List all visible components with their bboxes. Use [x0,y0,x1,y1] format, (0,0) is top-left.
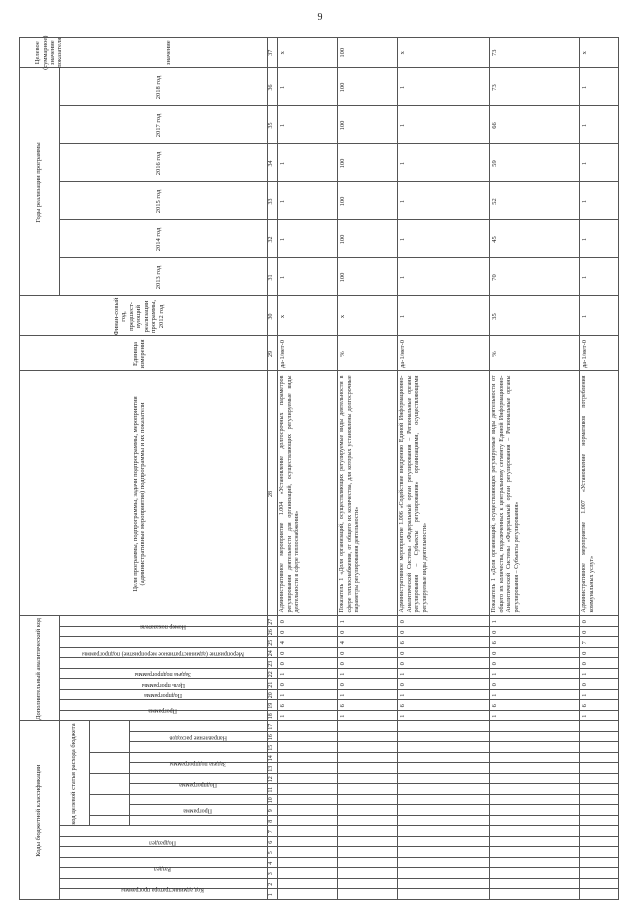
code-digit: 1 [279,714,286,718]
code-digit: 0 [491,683,498,687]
header-dop-programma: Программа [148,708,178,714]
header-kcsr-zadacha: Задача подпрограммы [169,760,227,767]
header-y2017: 2017 год [155,113,163,138]
code-digit: 0 [279,662,286,666]
column-number: 5 [268,851,274,855]
row-value-2012: х [279,314,286,319]
column-number: 19 [268,702,274,709]
code-digit: 0 [399,620,406,624]
header-name: Цели программы, подпрограммы, задачи подпрограммы, мероприятия (административные мероприятия) подпрограммы и их показатели [131,396,146,592]
code-digit: 1 [279,672,286,676]
code-digit: 0 [491,662,498,666]
column-number: 35 [268,122,274,129]
row-total: х [279,51,286,55]
code-digit: 0 [581,651,588,655]
code-digit: 0 [491,651,498,655]
code-digit: 0 [279,630,286,634]
column-number: 36 [268,84,274,91]
header-razdel: Раздел [154,865,172,872]
row-value-2017: 1 [581,123,588,128]
grid-line [337,37,338,900]
code-digit: 6 [581,704,588,708]
column-number: 21 [268,681,274,688]
code-digit: 4 [279,641,286,645]
rotated-landscape-page [14,30,626,905]
grid-line [397,37,398,900]
row-value-2016: 100 [339,158,346,169]
column-number: 18 [268,713,274,720]
row-value-2018: 100 [339,82,346,93]
header-fin-year: Финан-совый год, предшест-вующий реализации программы, 2012 год [112,297,165,336]
code-digit: 1 [581,672,588,676]
code-digit: 0 [399,630,406,634]
header-total-value: значение [165,40,173,66]
header-years-group: Годы реализации программы [35,142,43,223]
row-value-2015: 1 [279,199,286,204]
column-number: 20 [268,692,274,699]
header-y2016: 2016 год [155,151,163,176]
row-value-2015: 1 [399,199,406,204]
row-value-2013: 1 [581,275,588,280]
column-number: 11 [268,786,274,793]
code-digit: 1 [399,714,406,718]
column-number: 27 [268,618,274,625]
row-value-2014: 100 [339,234,346,245]
column-number: 30 [268,313,274,320]
header-dop-code: Дополнительный аналитический код [35,618,43,720]
row-value-2012: х [339,314,346,319]
row-value-2016: 1 [279,161,286,166]
column-number: 22 [268,671,274,678]
code-digit: 0 [581,630,588,634]
column-number: 16 [268,734,274,741]
row-unit: % [491,351,498,357]
code-digit: 0 [581,662,588,666]
code-digit: 0 [339,630,346,634]
column-number: 10 [268,797,274,804]
code-digit: 1 [491,672,498,676]
column-number: 1 [268,893,274,897]
header-dop-cel: Цель программы [141,681,185,688]
code-digit: 6 [279,704,286,708]
column-number: 6 [268,840,274,844]
column-number: 25 [268,639,274,646]
header-kbk: Коды бюджетной классификации [35,764,43,857]
column-number: 28 [268,491,274,497]
code-digit: 1 [581,693,588,697]
header-y2013: 2013 год [155,265,163,290]
code-digit: 6 [399,704,406,708]
row-value-2017: 100 [339,120,346,131]
column-number: 33 [268,198,274,205]
code-digit: 0 [491,630,498,634]
header-unit: Единица измерения [131,339,146,369]
column-number: 37 [268,49,274,56]
grid-line [489,37,490,900]
row-value-2014: 1 [279,237,286,242]
column-number: 24 [268,650,274,657]
code-digit: 6 [399,641,406,645]
row-name: Административное мероприятие 1.006 «Содействие внедрению Единой Информационно-Аналитической Системы «Федеральный орган регулирования – Региональные органы регулирования – Субъекты регулирования» организациями, осуществляющими регулируемые виды деятельности» [399,375,428,613]
row-value-2016: 1 [581,161,588,166]
header-dop-zadacha: Задача подпрограммы [134,671,192,678]
header-kcsr: код целевой статьи расхода бюджета [70,723,78,825]
row-value-2012: 35 [491,313,498,320]
row-total: х [581,51,588,55]
code-digit: 0 [399,662,406,666]
code-digit: 4 [339,641,346,645]
header-y2015: 2015 год [155,189,163,214]
grid-line [579,37,580,900]
row-value-2017: 1 [399,123,406,128]
header-y2018: 2018 год [155,75,163,100]
column-number: 34 [268,160,274,167]
code-digit: 0 [279,651,286,655]
row-unit: да-1/нет-0 [581,339,588,369]
code-digit: 1 [491,620,498,624]
row-value-2012: 1 [399,314,406,319]
header-total-group: Целевое (суммарное) значение показателя [34,35,64,70]
column-number: 23 [268,660,274,667]
row-value-2018: 1 [399,85,406,90]
code-digit: 1 [339,672,346,676]
code-digit: 0 [339,651,346,655]
row-value-2015: 52 [491,198,498,205]
code-digit: 1 [491,693,498,697]
row-value-2013: 70 [491,274,498,281]
row-unit: да-1/нет-0 [399,339,406,369]
code-digit: 0 [339,662,346,666]
column-number: 8 [268,819,274,823]
row-value-2017: 1 [279,123,286,128]
row-unit: да-1/нет-0 [279,339,286,369]
code-digit: 1 [339,620,346,624]
code-digit: 0 [399,683,406,687]
column-number: 12 [268,776,274,783]
column-number: 3 [268,872,274,876]
row-total: 100 [339,47,346,58]
column-number: 31 [268,274,274,281]
header-kcsr-podprogramma: Подпрограмма [179,781,217,788]
code-digit: 0 [581,620,588,624]
page-number: 9 [317,12,323,23]
code-digit: 6 [339,704,346,708]
header-podrazdel: Подраздел [149,839,177,846]
row-value-2015: 1 [581,199,588,204]
code-digit: 0 [279,620,286,624]
row-value-2013: 1 [399,275,406,280]
row-name: Административное мероприятие 1.007 «Установление нормативов потребления коммунальных услуг» [581,375,595,613]
column-number: 13 [268,765,274,772]
column-number: 2 [268,882,274,886]
row-unit: % [339,351,346,357]
row-value-2012: 1 [581,314,588,319]
code-digit: 0 [399,651,406,655]
row-value-2014: 1 [399,237,406,242]
header-y2014: 2014 год [155,227,163,252]
code-digit: 0 [279,683,286,687]
header-kcsr-programma: Программа [183,807,213,814]
column-number: 14 [268,755,274,762]
header-dop-meropriyatie: Мероприятие (административное мероприятие) подпрограммы [82,650,244,657]
code-digit: 0 [339,683,346,687]
row-value-2015: 100 [339,196,346,207]
column-number: 7 [268,830,274,834]
column-number: 17 [268,723,274,730]
header-admin-code: Код администратора программы [121,886,205,893]
row-total: 73 [491,49,498,56]
column-number: 29 [268,351,274,357]
row-name: Показатель 1 «Доля организаций, осуществляющих регулируемые виды деятельности от общего их количества, подключенных к центральному сегменту Единой Информационно-Аналитической Системы «Федеральный орган регулирования – Региональные органы регулирования – Субъекты регулирования» [491,375,520,613]
grid-line [89,722,90,827]
column-number: 32 [268,236,274,243]
grid-line [277,37,278,900]
row-value-2016: 59 [491,160,498,167]
row-value-2013: 100 [339,272,346,283]
code-digit: 7 [581,641,588,645]
code-digit: 1 [279,693,286,697]
row-value-2013: 1 [279,275,286,280]
row-name: Показатель 1 «Доля организаций, осуществляющих регулируемые виды деятельности в сфере теплоснабжения, от общего их количества, для которых установлены долгосрочные параметры регулирования деятельности» [339,375,360,613]
code-digit: 1 [399,693,406,697]
code-digit: 1 [339,714,346,718]
row-value-2016: 1 [399,161,406,166]
code-digit: 0 [581,683,588,687]
code-digit: 1 [581,714,588,718]
header-dop-nomer: Номер показателя [140,624,186,630]
code-digit: 6 [491,704,498,708]
code-digit: 1 [399,672,406,676]
row-value-2017: 66 [491,122,498,129]
row-total: х [399,51,406,55]
column-number: 26 [268,629,274,636]
code-digit: 1 [491,714,498,718]
row-value-2014: 1 [581,237,588,242]
header-kcsr-napravlenie: Направление расходов [169,734,227,741]
column-number: 4 [268,861,274,865]
column-number: 15 [268,744,274,751]
column-number: 9 [268,809,274,813]
code-digit: 1 [339,693,346,697]
row-value-2018: 73 [491,84,498,91]
row-value-2018: 1 [279,85,286,90]
indicator-table [19,37,619,900]
row-value-2018: 1 [581,85,588,90]
header-dop-podprogramma: Подпрограмма [144,692,182,699]
row-name: Административное мероприятие 1.004 «Установление долгосрочных параметров регулирования деятельности для организаций, осуществляющих регулируемые виды деятельности в сфере теплоснабжения» [279,375,300,613]
row-value-2014: 45 [491,236,498,243]
code-digit: 6 [491,641,498,645]
